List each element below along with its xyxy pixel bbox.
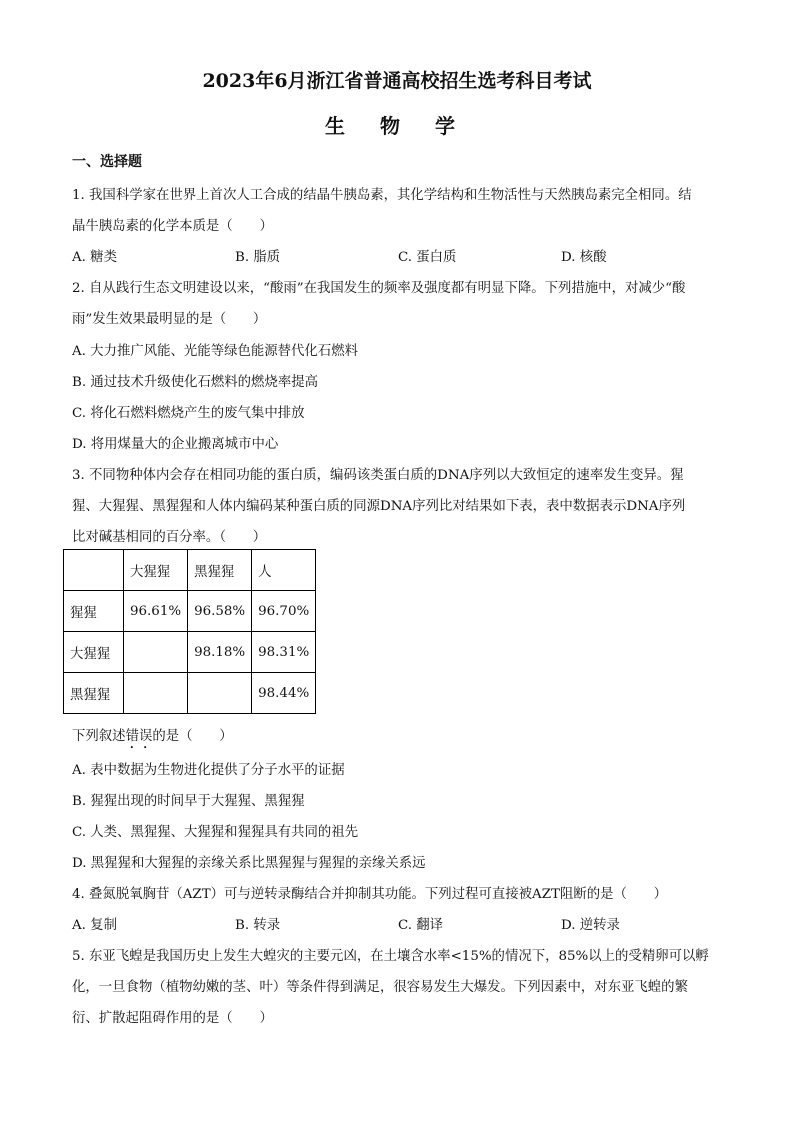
table-cell	[188, 673, 252, 714]
q3-question-stem	[72, 725, 233, 752]
q4-option-b[interactable]: B. 转录	[235, 918, 281, 933]
q1-stem-line1: 1. 我国科学家在世界上首次人工合成的结晶牛胰岛素，其化学结构和生物活性与天然胰岛素完全相同。结	[72, 188, 692, 203]
table-row-label: 黑猩猩	[64, 673, 124, 714]
q3-option-d[interactable]: D. 黑猩猩和大猩猩的亲缘关系比黑猩猩与猩猩的亲缘关系远	[72, 856, 426, 871]
q3-option-c[interactable]: C. 人类、黑猩猩、大猩猩和猩猩具有共同的祖先	[72, 825, 359, 840]
q3-stem-line2: 猩、大猩猩、黑猩猩和人体内编码某种蛋白质的同源DNA序列比对结果如下表，表中数据表示DNA序列	[72, 499, 686, 514]
table-header-cell: 黑猩猩	[188, 550, 252, 591]
q2-option-b[interactable]: B. 通过技术升级使化石燃料的燃烧率提高	[72, 375, 318, 390]
q5-stem-line1: 5. 东亚飞蝗是我国历史上发生大蝗灾的主要元凶，在土壤含水率<15%的情况下，85%以上的受精卵可以孵	[72, 949, 709, 964]
q4-option-a[interactable]: A. 复制	[72, 918, 117, 933]
table-cell	[124, 673, 188, 714]
table-cell: 96.70%	[252, 591, 316, 632]
table-row	[64, 632, 316, 673]
table-row-label: 猩猩	[64, 591, 124, 632]
dna-comparison-table	[63, 549, 316, 714]
section-heading: 一、选择题	[72, 154, 142, 170]
table-cell: 98.18%	[188, 632, 252, 673]
q3-option-b[interactable]: B. 猩猩出现的时间早于大猩猩、黑猩猩	[72, 794, 305, 809]
q4-stem-line1: 4. 叠氮脱氧胸苷（AZT）可与逆转录酶结合并抑制其功能。下列过程可直接被AZT阻断的是（ ）	[72, 887, 668, 902]
q4-option-c[interactable]: C. 翻译	[398, 918, 444, 933]
exam-title: 2023年6月浙江省普通高校招生选考科目考试	[202, 70, 592, 92]
q5-stem-line3: 衍、扩散起阻碍作用的是（ ）	[72, 1011, 273, 1026]
q1-option-d[interactable]: D. 核酸	[561, 250, 607, 265]
table-row-label: 大猩猩	[64, 632, 124, 673]
q5-stem-line2: 化，一旦食物（植物幼嫩的茎、叶）等条件得到满足，很容易发生大爆发。下列因素中，对东亚飞蝗的繁	[72, 980, 688, 995]
q2-stem-line1: 2. 自从践行生态文明建设以来，“酸雨”在我国发生的频率及强度都有明显下降。下列措施中，对减少“酸	[72, 281, 686, 296]
table-cell: 98.31%	[252, 632, 316, 673]
q1-options	[72, 246, 724, 265]
table-header-cell: 大猩猩	[124, 550, 188, 591]
q3-stem-line1: 3. 不同物种体内会存在相同功能的蛋白质，编码该类蛋白质的DNA序列以大致恒定的速率发生变异。猩	[72, 468, 684, 483]
q3-stem-emphasis: 错误	[125, 729, 153, 744]
q3-stem-prefix: 下列叙述	[72, 729, 126, 744]
q1-option-b[interactable]: B. 脂质	[235, 250, 281, 265]
q2-stem-line2: 雨”发生效果最明显的是（ ）	[72, 312, 267, 327]
table-header-cell: 人	[252, 550, 316, 591]
subject-title: 生 物 学	[325, 114, 469, 138]
table-cell: 96.58%	[188, 591, 252, 632]
q3-stem-suffix: 的是（ ）	[152, 729, 233, 744]
q1-option-c[interactable]: C. 蛋白质	[398, 250, 457, 265]
q2-option-d[interactable]: D. 将用煤量大的企业搬离城市中心	[72, 437, 279, 452]
table-cell: 96.61%	[124, 591, 188, 632]
table-cell: 98.44%	[252, 673, 316, 714]
table-cell	[124, 632, 188, 673]
table-row	[64, 591, 316, 632]
q3-option-a[interactable]: A. 表中数据为生物进化提供了分子水平的证据	[72, 763, 345, 778]
table-row	[64, 673, 316, 714]
table-cell	[64, 550, 124, 591]
q4-option-d[interactable]: D. 逆转录	[561, 918, 620, 933]
q4-options	[72, 914, 724, 933]
q2-option-c[interactable]: C. 将化石燃料燃烧产生的废气集中排放	[72, 406, 305, 421]
q1-option-a[interactable]: A. 糖类	[72, 250, 117, 265]
q2-option-a[interactable]: A. 大力推广风能、光能等绿色能源替代化石燃料	[72, 344, 358, 359]
q3-stem-line3: 比对碱基相同的百分率。（ ）	[72, 530, 267, 545]
q1-stem-line2: 晶牛胰岛素的化学本质是（ ）	[72, 219, 273, 234]
table-header-row	[64, 550, 316, 591]
